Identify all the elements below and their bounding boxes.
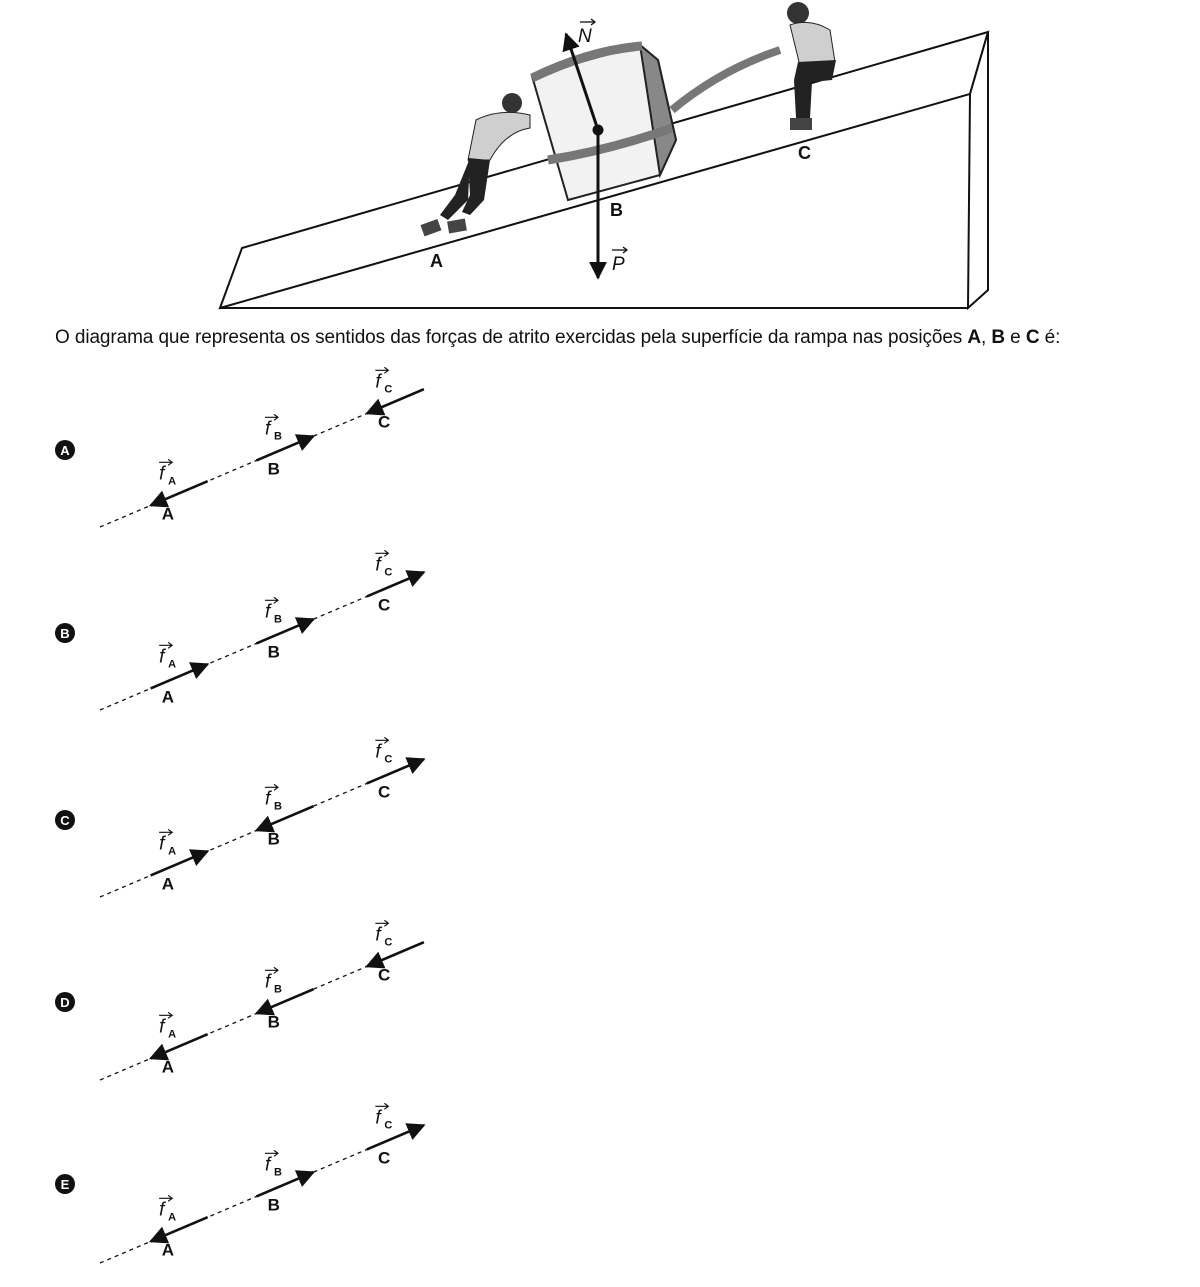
question-point-b: B [991,327,1005,348]
friction-subscript-a: A [168,658,177,671]
friction-arrow-b [256,436,313,460]
point-label-a: A [161,1240,175,1260]
friction-diagram [0,545,460,725]
option-d[interactable] [0,915,460,1095]
friction-arrow-c [367,942,424,966]
point-label-c: C [378,782,391,802]
friction-arrow-b [256,806,313,830]
question-text-part: O diagrama que representa os sentidos das forças de atrito exercidas pela superfície da rampa nas posições [55,327,968,348]
friction-subscript-b: B [273,613,282,626]
friction-arrow-a [151,481,208,505]
friction-subscript-a: A [168,1028,177,1041]
question-text-end: é: [1039,327,1061,348]
friction-symbol: f [375,924,381,946]
friction-symbol: f [264,788,271,810]
weight-force-label: P [612,254,625,275]
friction-arrow-b [256,989,313,1013]
option-letter-badge: C [55,810,75,830]
friction-diagram [0,1098,460,1278]
friction-arrow-b [256,1172,313,1196]
ramp-line [100,579,408,710]
friction-subscript-b: B [273,983,282,996]
friction-arrow-a [151,664,208,688]
point-label-c: C [378,965,391,985]
question-separator: , [981,327,992,348]
option-letter-badge: B [55,623,75,643]
friction-diagram [0,362,460,542]
friction-symbol: f [375,1107,381,1129]
friction-symbol: f [264,971,271,993]
friction-symbol: f [375,371,381,393]
point-label-b: B [267,459,280,479]
point-a-label: A [430,251,443,271]
friction-subscript-c: C [384,936,393,949]
question-point-a: A [967,327,981,348]
ramp-line [100,766,408,897]
friction-symbol: f [159,463,165,485]
ramp-figure [0,0,1200,320]
option-a[interactable] [0,362,460,542]
friction-subscript-b: B [273,430,282,443]
friction-arrow-c [367,1125,424,1149]
friction-symbol: f [159,833,165,855]
option-letter-badge: E [55,1174,75,1194]
ramp-line [100,949,408,1080]
friction-diagram [0,732,460,912]
friction-symbol: f [159,646,165,668]
point-label-a: A [161,1057,175,1077]
friction-arrow-a [151,1034,208,1058]
point-label-a: A [161,687,175,707]
point-label-a: A [161,504,175,524]
friction-symbol: f [264,418,271,440]
friction-subscript-c: C [384,566,393,579]
point-label-c: C [378,412,391,432]
friction-arrow-a [151,851,208,875]
friction-subscript-a: A [168,1211,177,1224]
friction-diagram [0,915,460,1095]
friction-arrow-c [367,759,424,783]
friction-arrow-c [367,389,424,413]
option-letter-badge: D [55,992,75,1012]
question-separator: e [1004,327,1026,348]
option-letter-badge: A [55,440,75,460]
friction-subscript-b: B [273,1166,282,1179]
friction-subscript-a: A [168,845,177,858]
friction-symbol: f [375,741,381,763]
friction-symbol: f [159,1016,165,1038]
point-label-b: B [267,1195,280,1215]
friction-subscript-b: B [273,800,282,813]
friction-symbol: f [159,1199,165,1221]
friction-arrow-c [367,572,424,596]
friction-subscript-c: C [384,383,393,396]
option-e[interactable] [0,1098,460,1278]
normal-force-label: N [578,26,592,47]
friction-subscript-c: C [384,1119,393,1132]
point-label-b: B [267,642,280,662]
friction-subscript-c: C [384,753,393,766]
friction-arrow-a [151,1217,208,1241]
question-text [55,327,1060,349]
friction-arrow-b [256,619,313,643]
friction-symbol: f [264,601,271,623]
point-label-c: C [378,595,391,615]
friction-symbol: f [375,554,381,576]
friction-symbol: f [264,1154,271,1176]
point-c-label: C [798,143,811,163]
point-label-b: B [267,1012,280,1032]
point-b-label: B [610,200,623,220]
option-c[interactable] [0,732,460,912]
friction-subscript-a: A [168,475,177,488]
point-label-b: B [267,829,280,849]
question-point-c: C [1025,327,1040,348]
point-label-a: A [161,874,175,894]
point-label-c: C [378,1148,391,1168]
ramp-line [100,1132,408,1263]
option-b[interactable] [0,545,460,725]
ramp-line [100,396,408,527]
